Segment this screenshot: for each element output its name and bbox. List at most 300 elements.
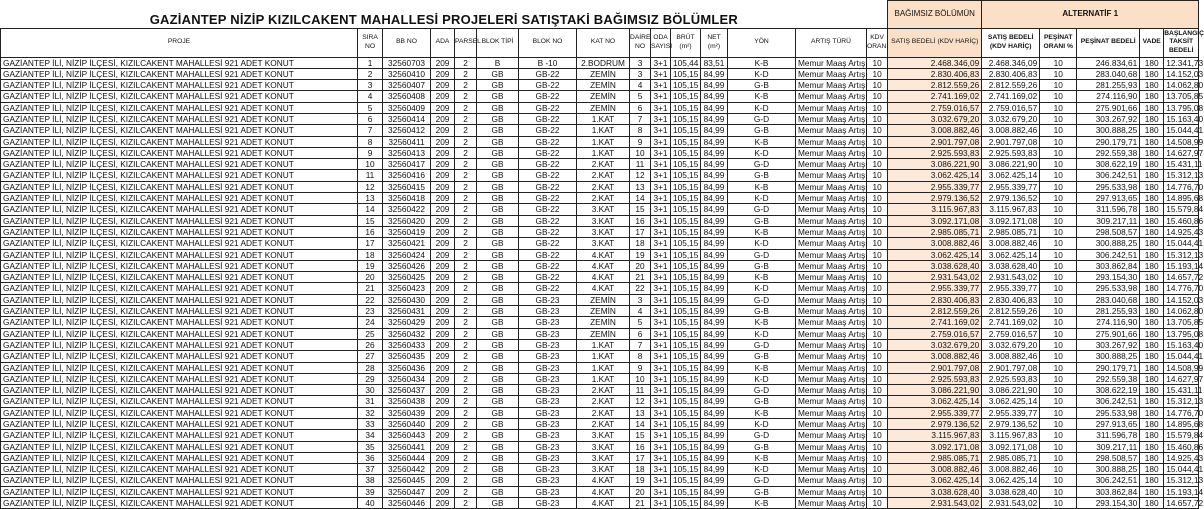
table-cell: 2.KAT (577, 193, 630, 204)
table-cell: 308.622,19 (1077, 385, 1140, 396)
table-cell: 2 (455, 136, 477, 147)
table-cell: 246.834,61 (1077, 57, 1140, 68)
table-cell: G-B (728, 441, 796, 452)
table-cell: K-B (728, 57, 796, 68)
table-cell: 3+1 (651, 441, 671, 452)
table-cell: 32560437 (383, 385, 431, 396)
table-cell: GAZİANTEP İLİ, NİZİP İLÇESİ, KIZILCAKENT MAHALLESİ 921 ADET KONUT (1, 407, 358, 418)
table-cell: 2 (455, 215, 477, 226)
table-cell: 105,15 (671, 373, 701, 384)
table-cell: 2.812.559,26 (888, 306, 982, 317)
table-cell: 4.KAT (577, 260, 630, 271)
table-cell: 32560436 (383, 362, 431, 373)
table-cell: 300.888,25 (1077, 125, 1140, 136)
table-cell: 84,99 (701, 498, 728, 509)
table-cell: 13.795,08 (1164, 328, 1199, 339)
table-cell: 10 (867, 464, 888, 475)
table-cell: GB-22 (519, 260, 577, 271)
table-cell: Memur Maaş Artışı (796, 306, 867, 317)
col-bbno: BB NO (383, 28, 431, 57)
table-cell: 10 (1040, 362, 1077, 373)
table-cell: 105,15 (671, 238, 701, 249)
table-cell: 84,99 (701, 113, 728, 124)
table-cell: 180 (1140, 147, 1164, 158)
table-cell: GAZİANTEP İLİ, NİZİP İLÇESİ, KIZILCAKENT MAHALLESİ 921 ADET KONUT (1, 339, 358, 350)
table-cell: 10 (1040, 452, 1077, 463)
table-cell: 1.KAT (577, 147, 630, 158)
table-cell: 306.242,51 (1077, 475, 1140, 486)
table-cell: 105,15 (671, 419, 701, 430)
table-cell: 84,99 (701, 80, 728, 91)
table-cell: 84,99 (701, 407, 728, 418)
table-cell: GB (477, 170, 519, 181)
table-cell: 15.044,41 (1164, 351, 1199, 362)
table-cell: 281.255,93 (1077, 306, 1140, 317)
table-cell: 180 (1140, 193, 1164, 204)
table-cell: 84,99 (701, 226, 728, 237)
table-cell: 105,15 (671, 328, 701, 339)
table-cell: GB-22 (519, 91, 577, 102)
table-cell: 15.044,41 (1164, 125, 1199, 136)
table-cell: ZEMİN (577, 317, 630, 328)
table-cell: GAZİANTEP İLİ, NİZİP İLÇESİ, KIZILCAKENT MAHALLESİ 921 ADET KONUT (1, 249, 358, 260)
table-row (1, 193, 1199, 204)
table-cell: 13.705,85 (1164, 91, 1199, 102)
table-cell: GAZİANTEP İLİ, NİZİP İLÇESİ, KIZILCAKENT MAHALLESİ 921 ADET KONUT (1, 102, 358, 113)
table-cell: 209 (431, 272, 455, 283)
table-cell: 293.154,30 (1077, 272, 1140, 283)
table-cell: Memur Maaş Artışı (796, 249, 867, 260)
table-cell: Memur Maaş Artışı (796, 102, 867, 113)
table-cell: 2.955.339,77 (982, 181, 1040, 192)
table-cell: 105,15 (671, 181, 701, 192)
table-cell: GAZİANTEP İLİ, NİZİP İLÇESİ, KIZILCAKENT MAHALLESİ 921 ADET KONUT (1, 193, 358, 204)
table-cell: 180 (1140, 91, 1164, 102)
table-cell: 25 (358, 328, 383, 339)
table-cell: 10 (1040, 238, 1077, 249)
table-cell: 2.830.406,83 (888, 68, 982, 79)
table-cell: GB-23 (519, 328, 577, 339)
table-cell: GB (477, 475, 519, 486)
table-cell: 2 (455, 498, 477, 509)
table-cell: 303.267,92 (1077, 113, 1140, 124)
table-cell: 10 (867, 475, 888, 486)
table-cell: 10 (867, 147, 888, 158)
table-row (1, 362, 1199, 373)
table-cell: 84,99 (701, 147, 728, 158)
table-cell: GB-23 (519, 407, 577, 418)
table-cell: 2 (455, 339, 477, 350)
table-cell: GAZİANTEP İLİ, NİZİP İLÇESİ, KIZILCAKENT MAHALLESİ 921 ADET KONUT (1, 238, 358, 249)
table-cell: Memur Maaş Artışı (796, 407, 867, 418)
table-cell: Memur Maaş Artışı (796, 136, 867, 147)
table-cell: 180 (1140, 362, 1164, 373)
table-cell: 209 (431, 419, 455, 430)
table-cell: 13.705,85 (1164, 317, 1199, 328)
table-cell: 37 (358, 464, 383, 475)
table-cell: 3.092.171,08 (888, 215, 982, 226)
table-cell: 10 (1040, 294, 1077, 305)
table-cell: 209 (431, 486, 455, 497)
table-cell: 4.KAT (577, 498, 630, 509)
table-cell: 10 (867, 170, 888, 181)
table-cell: 105,15 (671, 464, 701, 475)
table-cell: 3.086.221,90 (888, 385, 982, 396)
table-cell: G-D (728, 385, 796, 396)
table-cell: 2.KAT (577, 407, 630, 418)
table-cell: GB (477, 91, 519, 102)
table-row (1, 57, 1199, 68)
table-row (1, 80, 1199, 91)
table-cell: GB-23 (519, 294, 577, 305)
table-cell: 3+1 (651, 91, 671, 102)
table-cell: 17 (358, 238, 383, 249)
table-cell: 180 (1140, 113, 1164, 124)
table-cell: 10 (630, 373, 651, 384)
table-cell: G-B (728, 396, 796, 407)
table-cell: 15.193,14 (1164, 260, 1199, 271)
table-cell: GB-22 (519, 226, 577, 237)
table-cell: 3.KAT (577, 430, 630, 441)
table-cell: 32560422 (383, 204, 431, 215)
table-cell: 2 (455, 407, 477, 418)
table-cell: 10 (867, 249, 888, 260)
table-cell: 2.925.593,83 (888, 147, 982, 158)
table-cell: 84,99 (701, 464, 728, 475)
table-cell: 16 (358, 226, 383, 237)
table-cell: 3+1 (651, 204, 671, 215)
table-cell: 10 (867, 294, 888, 305)
table-cell: ZEMİN (577, 80, 630, 91)
table-cell: 2 (455, 464, 477, 475)
table-cell: 105,15 (671, 125, 701, 136)
table-cell: 84,99 (701, 475, 728, 486)
table-row (1, 441, 1199, 452)
table-cell: 105,15 (671, 407, 701, 418)
table-row (1, 396, 1199, 407)
table-cell: 180 (1140, 373, 1164, 384)
table-cell: GB-23 (519, 475, 577, 486)
table-cell: 2.KAT (577, 385, 630, 396)
table-cell: 17 (630, 226, 651, 237)
table-cell: 15.163,40 (1164, 113, 1199, 124)
table-cell: 3+1 (651, 486, 671, 497)
table-cell: K-B (728, 226, 796, 237)
table-cell: GB-23 (519, 373, 577, 384)
table-cell: GB-22 (519, 147, 577, 158)
table-cell: 84,99 (701, 238, 728, 249)
table-cell: 84,99 (701, 193, 728, 204)
table-cell: 19 (358, 260, 383, 271)
table-cell: 3 (358, 80, 383, 91)
table-cell: 3+1 (651, 193, 671, 204)
table-cell: 3+1 (651, 464, 671, 475)
table-cell: 298.508,57 (1077, 452, 1140, 463)
table-cell: 105,15 (671, 339, 701, 350)
table-cell: 15 (358, 215, 383, 226)
table-cell: 105,15 (671, 385, 701, 396)
table-cell: 303.862,84 (1077, 260, 1140, 271)
table-cell: 84,99 (701, 204, 728, 215)
table-cell: 180 (1140, 204, 1164, 215)
table-cell: 306.242,51 (1077, 249, 1140, 260)
table-row (1, 328, 1199, 339)
table-cell: GB-22 (519, 181, 577, 192)
table-cell: 33 (358, 419, 383, 430)
table-cell: 32560446 (383, 498, 431, 509)
table-cell: 180 (1140, 452, 1164, 463)
table-cell: 209 (431, 57, 455, 68)
table-cell: 15.579,84 (1164, 430, 1199, 441)
table-cell: 4 (630, 306, 651, 317)
table-cell: 3+1 (651, 306, 671, 317)
table-cell: 10 (867, 136, 888, 147)
table-cell: GAZİANTEP İLİ, NİZİP İLÇESİ, KIZILCAKENT MAHALLESİ 921 ADET KONUT (1, 204, 358, 215)
table-cell: 3.115.967,83 (982, 430, 1040, 441)
table-cell: GAZİANTEP İLİ, NİZİP İLÇESİ, KIZILCAKENT MAHALLESİ 921 ADET KONUT (1, 464, 358, 475)
table-cell: 32560415 (383, 181, 431, 192)
table-cell: 10 (867, 80, 888, 91)
table-cell: 10 (867, 238, 888, 249)
table-cell: 29 (358, 373, 383, 384)
table-cell: 2.830.406,83 (888, 294, 982, 305)
table-cell: 10 (867, 113, 888, 124)
table-cell: Memur Maaş Artışı (796, 226, 867, 237)
table-cell: 13 (358, 193, 383, 204)
table-cell: 2 (455, 249, 477, 260)
table-cell: 209 (431, 125, 455, 136)
table-cell: Memur Maaş Artışı (796, 373, 867, 384)
table-cell: 4 (630, 80, 651, 91)
table-cell: 19 (630, 249, 651, 260)
table-cell: G-D (728, 430, 796, 441)
table-cell: 10 (1040, 328, 1077, 339)
table-cell: 2.955.339,77 (982, 407, 1040, 418)
table-cell: 2.979.136,52 (982, 193, 1040, 204)
table-cell: 105,15 (671, 362, 701, 373)
table-cell: 209 (431, 283, 455, 294)
table-cell: GB-23 (519, 317, 577, 328)
table-cell: 2 (455, 226, 477, 237)
table-cell: 84,99 (701, 159, 728, 170)
table-cell: 3.032.679,20 (982, 113, 1040, 124)
table-cell: Memur Maaş Artışı (796, 328, 867, 339)
table-cell: GAZİANTEP İLİ, NİZİP İLÇESİ, KIZILCAKENT MAHALLESİ 921 ADET KONUT (1, 57, 358, 68)
table-cell: 15.312,13 (1164, 249, 1199, 260)
table-cell: 2.812.559,26 (982, 80, 1040, 91)
table-cell: Memur Maaş Artışı (796, 498, 867, 509)
table-cell: 1.KAT (577, 362, 630, 373)
table-cell: 14 (358, 204, 383, 215)
table-cell: 15.163,40 (1164, 339, 1199, 350)
table-cell: 32560409 (383, 102, 431, 113)
table-cell: 1.KAT (577, 136, 630, 147)
table-cell: 2 (455, 328, 477, 339)
table-cell: 10 (1040, 102, 1077, 113)
col-pesinat-bedel: PEŞİNAT BEDELİ (1077, 28, 1140, 57)
table-cell: 10 (1040, 486, 1077, 497)
table-cell: 180 (1140, 57, 1164, 68)
table-cell: 3.038.628,40 (982, 486, 1040, 497)
table-cell: 2.979.136,52 (888, 419, 982, 430)
table-cell: 14.776,70 (1164, 407, 1199, 418)
table-cell: 8 (630, 351, 651, 362)
table-cell: Memur Maaş Artışı (796, 125, 867, 136)
table-cell: 290.179,71 (1077, 362, 1140, 373)
table-cell: 15.460,86 (1164, 441, 1199, 452)
table-cell: 14.062,80 (1164, 80, 1199, 91)
table-cell: 3+1 (651, 272, 671, 283)
table-cell: 20 (630, 260, 651, 271)
table-cell: GAZİANTEP İLİ, NİZİP İLÇESİ, KIZILCAKENT MAHALLESİ 921 ADET KONUT (1, 385, 358, 396)
table-cell: 297.913,65 (1077, 193, 1140, 204)
table-cell: Memur Maaş Artışı (796, 238, 867, 249)
table-cell: GB (477, 272, 519, 283)
table-cell: 3.032.679,20 (888, 113, 982, 124)
table-cell: 10 (867, 272, 888, 283)
col-parsel: PARSEL (455, 28, 477, 57)
table-cell: Memur Maaş Artışı (796, 91, 867, 102)
table-row (1, 294, 1199, 305)
table-cell: 105,15 (671, 170, 701, 181)
table-cell: 3.092.171,08 (982, 441, 1040, 452)
table-cell: 2 (455, 306, 477, 317)
table-cell: GAZİANTEP İLİ, NİZİP İLÇESİ, KIZILCAKENT MAHALLESİ 921 ADET KONUT (1, 113, 358, 124)
table-cell: 32560435 (383, 351, 431, 362)
table-cell: 32560419 (383, 226, 431, 237)
table-cell: 10 (630, 147, 651, 158)
table-cell: 23 (358, 306, 383, 317)
table-cell: GAZİANTEP İLİ, NİZİP İLÇESİ, KIZILCAKENT MAHALLESİ 921 ADET KONUT (1, 136, 358, 147)
table-cell: 10 (1040, 147, 1077, 158)
table-cell: 105,15 (671, 147, 701, 158)
table-cell: 32560410 (383, 68, 431, 79)
table-cell: 2 (455, 430, 477, 441)
table-cell: 3.038.628,40 (888, 486, 982, 497)
table-cell: GB-23 (519, 351, 577, 362)
table-cell: 209 (431, 362, 455, 373)
table-cell: GB-23 (519, 385, 577, 396)
table-cell: Memur Maaş Artışı (796, 351, 867, 362)
table-cell: 2.979.136,52 (982, 419, 1040, 430)
table-cell: G-B (728, 486, 796, 497)
table-cell: 2 (455, 68, 477, 79)
table-cell: 2 (455, 91, 477, 102)
col-daire: DAİRE NO (630, 28, 651, 57)
group-header-alternatif: ALTERNATİF 1 (982, 1, 1199, 29)
table-cell: 3 (630, 57, 651, 68)
table-cell: 13.795,08 (1164, 102, 1199, 113)
table-cell: GB (477, 102, 519, 113)
table-cell: GB-23 (519, 498, 577, 509)
table-cell: 2.925.593,83 (982, 147, 1040, 158)
table-cell: 3 (630, 294, 651, 305)
table-cell: GAZİANTEP İLİ, NİZİP İLÇESİ, KIZILCAKENT MAHALLESİ 921 ADET KONUT (1, 486, 358, 497)
table-cell: 32560441 (383, 441, 431, 452)
table-cell: 3+1 (651, 317, 671, 328)
table-cell: 3+1 (651, 419, 671, 430)
table-cell: K-B (728, 272, 796, 283)
table-cell: 2.925.593,83 (888, 373, 982, 384)
table-cell: 300.888,25 (1077, 464, 1140, 475)
table-cell: GB (477, 407, 519, 418)
table-row (1, 317, 1199, 328)
table-cell: 8 (630, 125, 651, 136)
table-cell: 35 (358, 441, 383, 452)
table-cell: 3.092.171,08 (888, 441, 982, 452)
table-row (1, 125, 1199, 136)
table-cell: 209 (431, 396, 455, 407)
table-row (1, 373, 1199, 384)
table-cell: 10 (1040, 498, 1077, 509)
col-proje: PROJE (1, 28, 358, 57)
table-cell: 105,15 (671, 430, 701, 441)
table-cell: 209 (431, 113, 455, 124)
table-cell: 18 (630, 464, 651, 475)
table-cell: 274.116,90 (1077, 91, 1140, 102)
table-cell: 84,99 (701, 294, 728, 305)
table-cell: 10 (867, 159, 888, 170)
table-cell: GB (477, 452, 519, 463)
table-cell: 2 (455, 475, 477, 486)
table-cell: GAZİANTEP İLİ, NİZİP İLÇESİ, KIZILCAKENT MAHALLESİ 921 ADET KONUT (1, 283, 358, 294)
table-cell: 3.062.425,14 (982, 396, 1040, 407)
table-cell: 1 (358, 57, 383, 68)
table-cell: 209 (431, 441, 455, 452)
table-cell: 298.508,57 (1077, 226, 1140, 237)
group-header-bagimsiz: BAĞIMSIZ BÖLÜMÜN (888, 1, 982, 29)
table-cell: 10 (1040, 351, 1077, 362)
table-cell: 84,99 (701, 362, 728, 373)
table-cell: 10 (1040, 249, 1077, 260)
table-cell: GAZİANTEP İLİ, NİZİP İLÇESİ, KIZILCAKENT MAHALLESİ 921 ADET KONUT (1, 68, 358, 79)
table-cell: 2.931.543,02 (888, 498, 982, 509)
table-cell: Memur Maaş Artışı (796, 430, 867, 441)
table-cell: 209 (431, 475, 455, 486)
table-cell: GB (477, 328, 519, 339)
table-cell: 209 (431, 226, 455, 237)
table-cell: 10 (867, 441, 888, 452)
page-title: GAZİANTEP NİZİP KIZILCAKENT MAHALLESİ PROJELERİ SATIŞTAKİ BAĞIMSIZ BÖLÜMLER (1, 1, 888, 29)
table-cell: 6 (358, 113, 383, 124)
table-cell: 3+1 (651, 147, 671, 158)
table-cell: 10 (1040, 339, 1077, 350)
table-cell: 32560432 (383, 328, 431, 339)
table-cell: 10 (867, 430, 888, 441)
table-row (1, 226, 1199, 237)
table-cell: 32560444 (383, 452, 431, 463)
table-cell: 180 (1140, 170, 1164, 181)
table-cell: 308.622,19 (1077, 159, 1140, 170)
table-cell: 3.062.425,14 (982, 475, 1040, 486)
table-cell: 18 (630, 238, 651, 249)
table-cell: G-B (728, 170, 796, 181)
table-cell: 209 (431, 159, 455, 170)
table-cell: 20 (630, 486, 651, 497)
table-row (1, 419, 1199, 430)
table-cell: G-B (728, 80, 796, 91)
table-cell: 15.312,13 (1164, 396, 1199, 407)
table-cell: 4.KAT (577, 475, 630, 486)
table-cell: 15.044,41 (1164, 238, 1199, 249)
table-cell: Memur Maaş Artışı (796, 68, 867, 79)
table-cell: 105,15 (671, 452, 701, 463)
table-cell: 84,99 (701, 373, 728, 384)
table-row (1, 181, 1199, 192)
table-cell: 209 (431, 306, 455, 317)
table-cell: 105,15 (671, 486, 701, 497)
table-cell: Memur Maaş Artışı (796, 260, 867, 271)
